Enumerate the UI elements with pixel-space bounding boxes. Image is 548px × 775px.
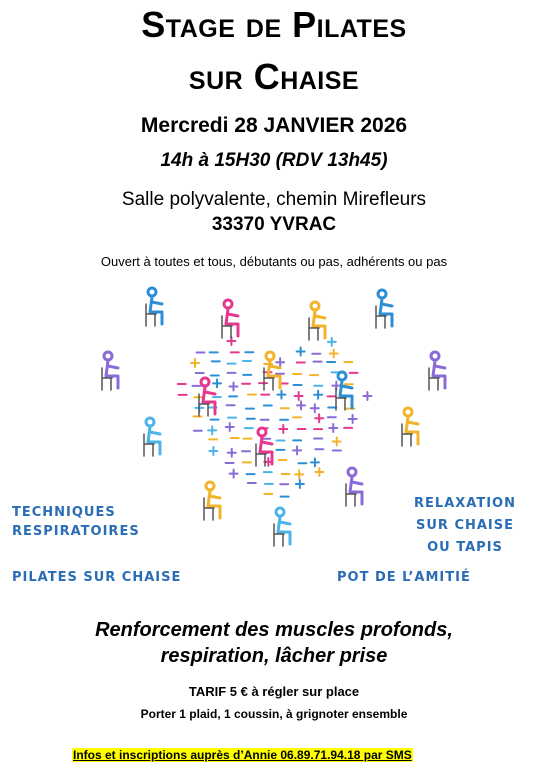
pilates-figures-group [102, 288, 445, 546]
figure-head [148, 288, 156, 296]
figure-limb [408, 422, 418, 424]
event-city: 33370 YVRAC [211, 214, 337, 235]
figure-head [258, 428, 266, 436]
pilates-figure [336, 372, 352, 410]
figure-head [276, 508, 284, 516]
pilates-figure [264, 352, 280, 390]
pilates-figure [376, 290, 392, 328]
pilates-figure [144, 418, 160, 456]
feature-relaxation-line-3: OU TAPIS [427, 540, 503, 555]
figure-head [201, 378, 209, 386]
event-time: 14h à 15H30 (RDV 13h45) [160, 150, 388, 171]
feature-chair-pilates: PILATES SUR CHAISE [12, 570, 182, 585]
figure-limb [352, 482, 362, 484]
audience-note: Ouvert à toutes et tous, débutants ou pas, adhérents ou pas [100, 254, 448, 269]
figure-limb [315, 316, 325, 318]
heart-dash-pattern [178, 337, 372, 497]
figure-head [224, 300, 232, 308]
event-venue: Salle polyvalente, chemin Mirefleurs [121, 189, 427, 210]
feature-relaxation-line-2: SUR CHAISE [415, 518, 515, 533]
figure-limb [205, 392, 215, 394]
pilates-figure [204, 482, 220, 520]
figure-limb [228, 314, 238, 316]
feature-breathing-techniques [12, 503, 140, 541]
figure-limb [108, 366, 118, 368]
figure-head [104, 352, 112, 360]
pilates-figure [102, 352, 118, 390]
figure-limb [435, 366, 445, 368]
feature-breathing-line-1: TECHNIQUES [12, 505, 116, 520]
figure-limb [262, 442, 272, 444]
pilates-figure [346, 468, 362, 506]
figure-head [404, 408, 412, 416]
pilates-figure [222, 300, 238, 338]
figure-limb [150, 432, 160, 434]
figure-head [266, 352, 274, 360]
pilates-figure [256, 428, 272, 466]
figure-limb [270, 366, 280, 368]
feature-breathing-line-2: RESPIRATOIRES [12, 524, 140, 539]
figure-head [338, 372, 346, 380]
figure-limb [342, 386, 352, 388]
figure-head [431, 352, 439, 360]
figure-head [146, 418, 154, 426]
tagline [0, 617, 548, 669]
pilates-figure [274, 508, 290, 546]
tagline-line-2: respiration, lâcher prise [160, 645, 388, 667]
bring-items-text: Porter 1 plaid, 1 coussin, à grignoter ensemble [140, 707, 408, 721]
feature-relaxation-line-1: RELAXATION [414, 496, 516, 511]
title-line-2: sur Chaise [188, 56, 360, 97]
figure-head [378, 290, 386, 298]
tariff-text: TARIF 5 € à régler sur place [188, 684, 360, 699]
figure-limb [280, 522, 290, 524]
feature-relaxation [400, 493, 530, 559]
figure-limb [152, 302, 162, 304]
title-line-1: Stage de Pilates [141, 4, 407, 45]
figure-head [311, 302, 319, 310]
pilates-figure [402, 408, 418, 446]
pilates-figure [429, 352, 445, 390]
tagline-line-1: Renforcement des muscles profonds, [95, 619, 453, 641]
figure-head [348, 468, 356, 476]
feature-friendship-drink: POT DE L’AMITIÉ [337, 570, 471, 585]
pilates-figure [146, 288, 162, 326]
contact-info: Infos et inscriptions auprès d’Annie 06.89.71.94.18 par SMS [73, 748, 412, 762]
pilates-figure [309, 302, 325, 340]
event-date: Mercredi 28 JANVIER 2026 [140, 114, 408, 137]
figure-limb [382, 304, 392, 306]
figure-head [206, 482, 214, 490]
figure-limb [210, 496, 220, 498]
